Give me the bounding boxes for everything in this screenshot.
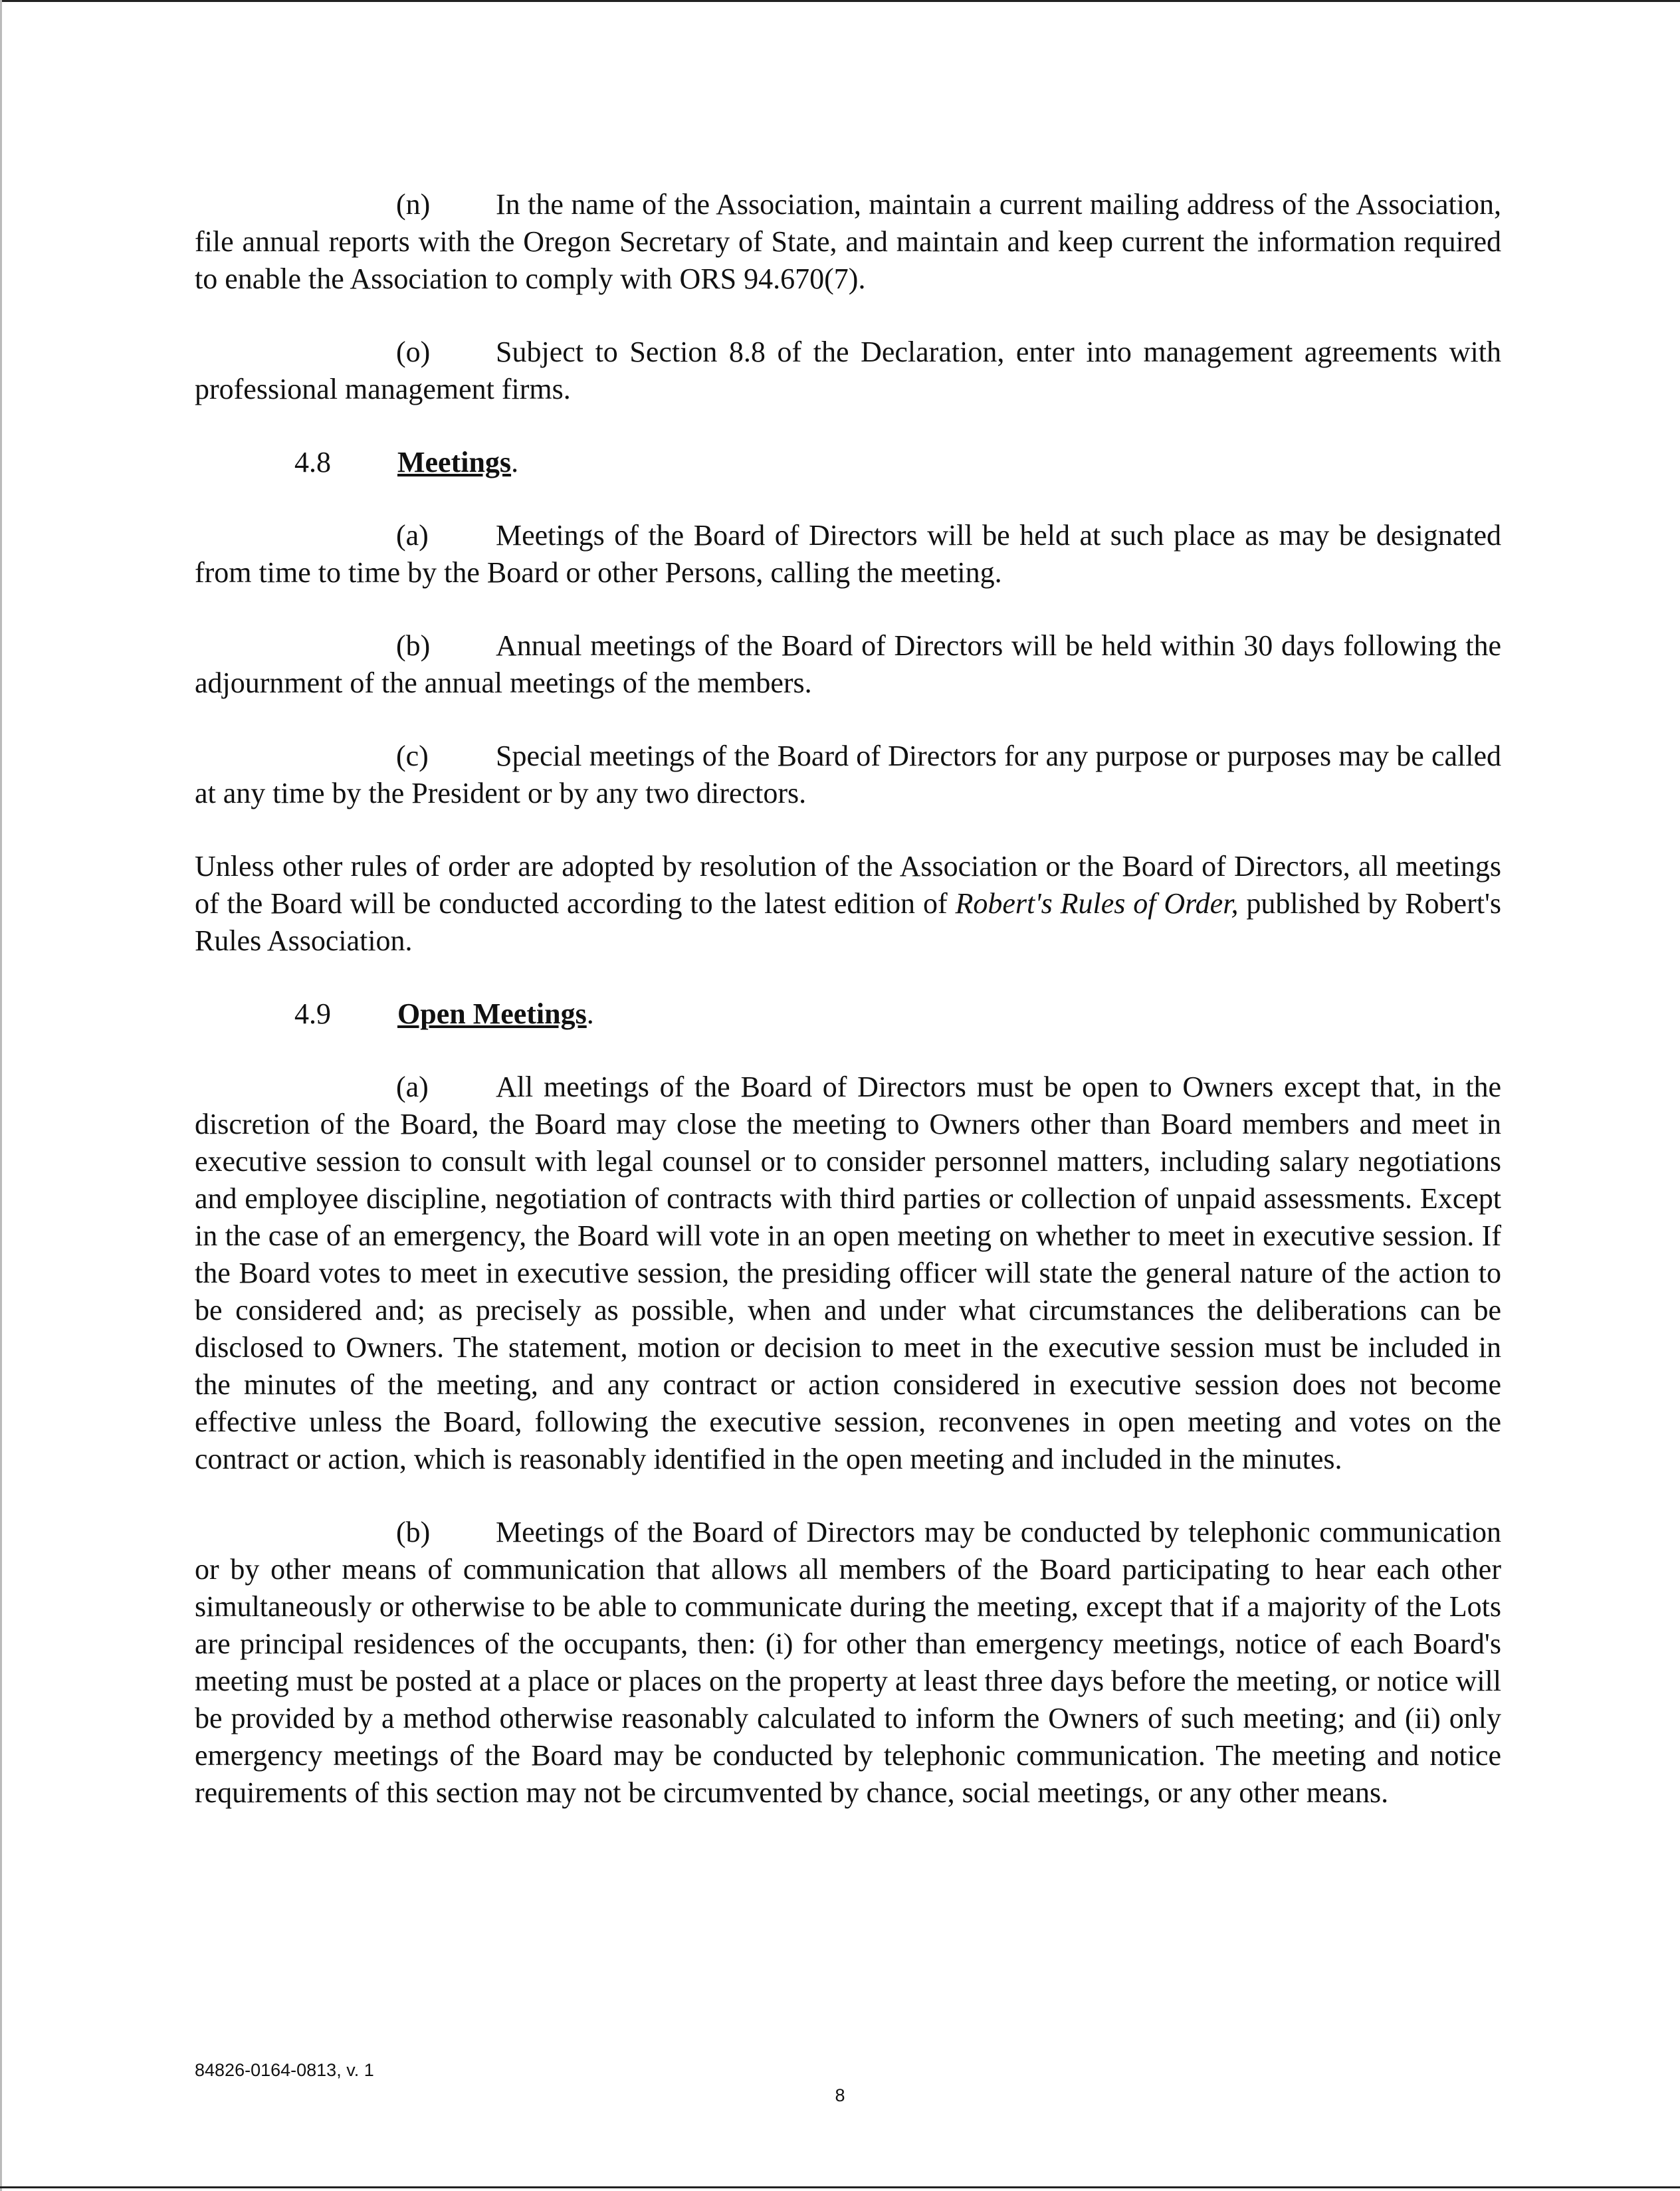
paragraph-text: Meetings of the Board of Directors will be held at such place as may be designated from time to time by the Board or other Persons, calling the meeting. (195, 519, 1501, 589)
scan-border-top (0, 0, 1680, 2)
section-number: 4.8 (294, 446, 331, 478)
paragraph-label: (o) (396, 336, 431, 368)
paragraph-text: In the name of the Association, maintain a current mailing address of the Association, file annual reports with the Oregon Secretary of State, and maintain and keep current the information required to enable the Association to comply with ORS 94.670(7). (195, 188, 1501, 295)
paragraph-n (195, 186, 1501, 298)
scan-border-bottom (0, 2186, 1680, 2188)
rules-text-before: Unless other rules of order are adopted by resolution of the Association or the Board of Directors, all meetings of the Board will be conducted according to the latest edition of (195, 850, 1501, 920)
paragraph-label: (b) (396, 1516, 431, 1548)
section-title: Meetings (397, 446, 512, 478)
paragraph-text: Meetings of the Board of Directors may be conducted by telephonic communication or by other means of communication that allows all members of the Board participating to hear each other simultaneously or otherwise to be able to communicate during the meeting, except that if a majority of the Lots are principal residences of the occupants, then: (i) for other than emergency meetings, notice of each Board's meeting must be posted at a place or places on the property at least three days before the meeting, or notice will be provided by a method otherwise reasonably calculated to inform the Owners of such meeting; and (ii) only emergency meetings of the Board may be conducted by telephonic communication. The meeting and notice requirements of this section may not be circumvented by chance, social meetings, or any other means. (195, 1516, 1501, 1809)
page-number: 8 (835, 2085, 845, 2105)
rules-text-after: published by Robert's Rules Association. (195, 887, 1502, 957)
section-title: Open Meetings (397, 997, 587, 1030)
rules-italic-title: Robert's Rules of Order, (955, 887, 1239, 920)
paragraph-label: (c) (396, 740, 429, 772)
section-title-period: . (511, 446, 519, 478)
paragraph-label: (n) (396, 188, 431, 221)
paragraph-label: (a) (396, 519, 429, 552)
paragraph-text: Annual meetings of the Board of Directors will be held within 30 days following the adjournment of the annual meetings of the members. (195, 629, 1501, 699)
paragraph-label: (b) (396, 629, 431, 662)
section-heading-4-9 (195, 995, 1501, 1033)
paragraph-4-9-a (195, 1069, 1501, 1478)
document-page (195, 186, 1501, 1847)
paragraph-rules-of-order (195, 848, 1501, 960)
paragraph-4-8-a (195, 517, 1501, 591)
paragraph-text: All meetings of the Board of Directors must be open to Owners except that, in the discretion of the Board, the Board may close the meeting to Owners other than Board members and meet in executive session to consult with legal counsel or to consider personnel matters, including salary negotiations and employee discipline, negotiation of contracts with third parties or collection of unpaid assessments. Except in the case of an emergency, the Board will vote in an open meeting on whether to meet in executive session. If the Board votes to meet in executive session, the presiding officer will state the general nature of the action to be considered and; as precisely as possible, when and under what circumstances the deliberations can be disclosed to Owners. The statement, motion or decision to meet in the executive session must be included in the minutes of the meeting, and any contract or action considered in executive session does not become effective unless the Board, following the executive session, reconvenes in open meeting and votes on the contract or action, which is reasonably identified in the open meeting and included in the minutes. (195, 1071, 1501, 1475)
scan-border-left (0, 0, 2, 2191)
paragraph-4-9-b (195, 1514, 1501, 1812)
section-heading-4-8 (195, 444, 1501, 481)
paragraph-label: (a) (396, 1071, 429, 1103)
document-id: 84826-0164-0813, v. 1 (195, 2060, 374, 2080)
paragraph-4-8-b (195, 627, 1501, 702)
paragraph-text: Special meetings of the Board of Directors for any purpose or purposes may be called at any time by the President or by any two directors. (195, 740, 1501, 809)
section-number: 4.9 (294, 997, 331, 1030)
paragraph-o (195, 334, 1501, 408)
paragraph-4-8-c (195, 738, 1501, 812)
section-title-period: . (586, 997, 594, 1030)
paragraph-text: Subject to Section 8.8 of the Declaration, enter into management agreements with professional management firms. (195, 336, 1501, 405)
